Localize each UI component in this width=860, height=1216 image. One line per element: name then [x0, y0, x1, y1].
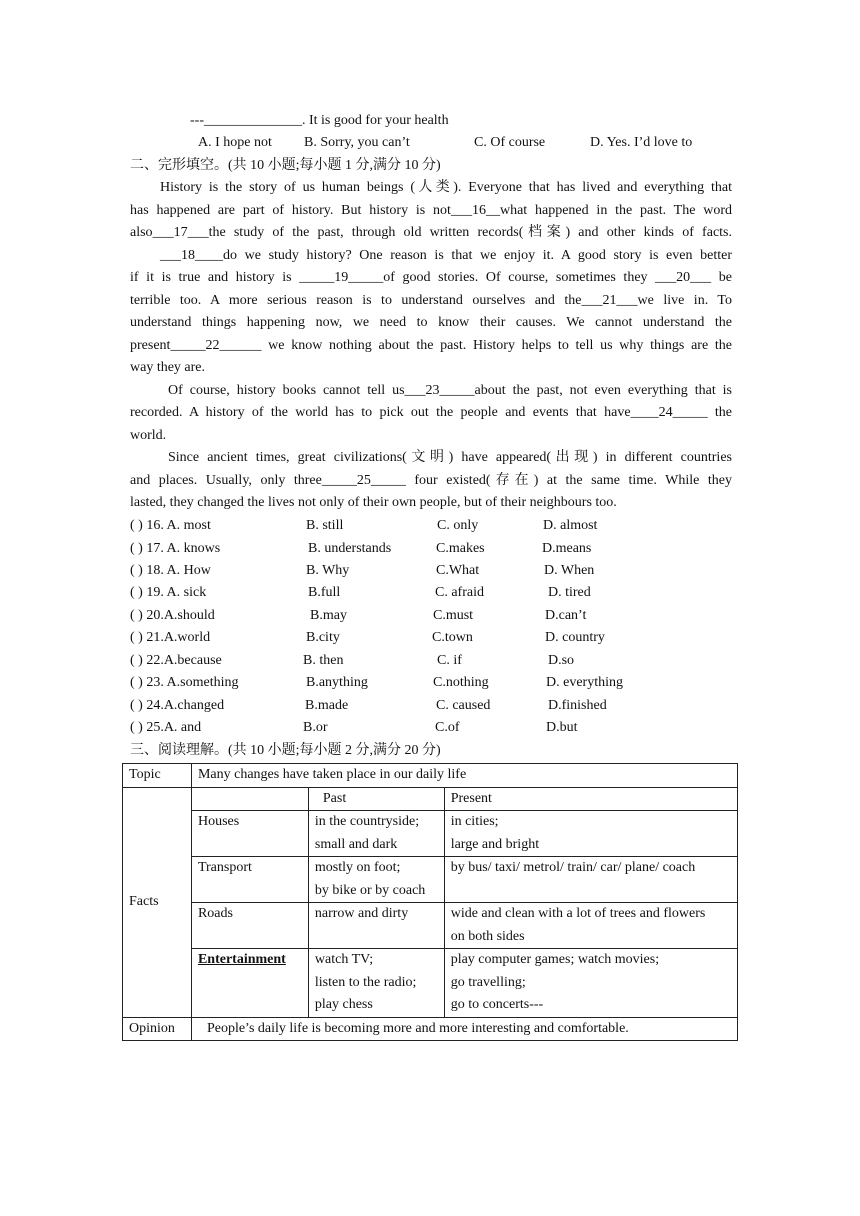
- passage-line: present_____22______ we know nothing about the past. History helps to tell us why things are the: [130, 338, 732, 353]
- topic-row: [123, 764, 738, 788]
- topic-label: Topic: [123, 764, 192, 788]
- passage-line: terrible too. A more serious reason is to understand ourselves and the___21___we live in. To: [130, 293, 732, 308]
- question-23: ( ) 23. A.something B.anything C.nothing D. everything: [130, 675, 623, 690]
- row-label-houses: Houses: [191, 811, 308, 857]
- blank-21: ___21___: [581, 293, 638, 308]
- blank-23: ___23_____: [404, 383, 475, 398]
- passage-line: also___17___the study of the past, through old written records(档案) and other kinds of facts.: [130, 225, 732, 240]
- blank-25: _____25_____: [321, 473, 406, 488]
- table-row: [123, 949, 738, 1018]
- col-past-header: Past: [308, 787, 444, 811]
- dialogue-option-c: C. Of course: [474, 135, 546, 150]
- opinion-row: [123, 1017, 738, 1041]
- passage-line: recorded. A history of the world has to pick out the people and events that have____24_____ the: [130, 405, 733, 420]
- houses-present: in cities; large and bright: [444, 811, 737, 857]
- header-row: [123, 787, 738, 811]
- table-row: [123, 857, 738, 903]
- dialogue-reply: ---______________. It is good for your health: [190, 113, 449, 128]
- blank-20: ___20___: [655, 270, 712, 285]
- roads-present: wide and clean with a lot of trees and flowers on both sides: [444, 903, 737, 949]
- passage-line: understand things happening now, we need to know their causes. We cannot understand the: [130, 315, 732, 330]
- passage-line: way they are.: [130, 360, 206, 375]
- question-18: ( ) 18. A. How B. Why C.What D. When: [130, 563, 595, 578]
- col-present-header: Present: [444, 787, 737, 811]
- topic-text: Many changes have taken place in our daily life: [191, 764, 737, 788]
- passage-line: world.: [130, 428, 167, 443]
- question-21: ( ) 21.A.world B.city C.town D. country: [130, 630, 605, 645]
- question-19: ( ) 19. A. sick B.full C. afraid D. tired: [130, 585, 591, 600]
- blank-19: _____19_____: [299, 270, 384, 285]
- roads-past: narrow and dirty: [308, 903, 444, 949]
- passage-line: has happened are part of history. But history is not___16__what happened in the past. The word: [130, 203, 733, 218]
- transport-past: mostly on foot; by bike or by coach: [308, 857, 444, 903]
- dialogue-option-d: D. Yes. I’d love to: [590, 135, 693, 150]
- table-row: [123, 903, 738, 949]
- dialogue-option-b: B. Sorry, you can’t: [304, 135, 410, 150]
- table-row: [123, 811, 738, 857]
- row-label-entertainment: Entertainment: [191, 949, 308, 1018]
- passage-line: Since ancient times, great civilizations(文明) have appeared(出现) in different countries: [168, 450, 732, 465]
- passage-line: and places. Usually, only three_____25_____ four existed(存在) at the same time. While they: [130, 473, 732, 488]
- entertainment-past: watch TV; listen to the radio; play chess: [308, 949, 444, 1018]
- section2-heading: 二、完形填空。(共 10 小题;每小题 1 分,满分 10 分): [130, 158, 441, 173]
- passage-line: ___18____do we study history? One reason is that we enjoy it. A good story is even better: [160, 248, 732, 263]
- question-20: ( ) 20.A.should B.may C.must D.can’t: [130, 608, 587, 623]
- question-22: ( ) 22.A.because B. then C. if D.so: [130, 653, 575, 668]
- blank-22: _____22______: [170, 338, 262, 353]
- blank-18: ___18____: [160, 248, 223, 263]
- question-25: ( ) 25.A. and B.or C.of D.but: [130, 720, 578, 735]
- facts-label: Facts: [123, 787, 192, 1017]
- blank-17: ___17___: [152, 225, 209, 240]
- blank-16: ___16__: [450, 203, 500, 218]
- row-label-roads: Roads: [191, 903, 308, 949]
- entertainment-present: play computer games; watch movies; go travelling; go to concerts---: [444, 949, 737, 1018]
- passage-line: if it is true and history is _____19_____of good stories. Of course, sometimes they ___20___ be: [130, 270, 732, 285]
- transport-present: by bus/ taxi/ metrol/ train/ car/ plane/ coach: [444, 857, 737, 903]
- question-17: ( ) 17. A. knows B. understands C.makes D.means: [130, 541, 592, 556]
- passage-line: Of course, history books cannot tell us___23_____about the past, not even everything that is: [168, 383, 732, 398]
- passage-line: History is the story of us human beings (人类). Everyone that has lived and everything that: [160, 180, 732, 195]
- opinion-text: People’s daily life is becoming more and more interesting and comfortable.: [191, 1017, 737, 1041]
- question-16: ( ) 16. A. most B. still C. only D. almost: [130, 518, 598, 533]
- row-label-transport: Transport: [191, 857, 308, 903]
- blank-24: ____24_____: [630, 405, 708, 420]
- houses-past: in the countryside; small and dark: [308, 811, 444, 857]
- section3-heading: 三、阅读理解。(共 10 小题;每小题 2 分,满分 20 分): [130, 743, 441, 758]
- dialogue-option-a: A. I hope not: [198, 135, 272, 150]
- question-24: ( ) 24.A.changed B.made C. caused D.finished: [130, 698, 607, 713]
- passage-line: lasted, they changed the lives not only of their own people, but of their neighbours too.: [130, 495, 617, 510]
- opinion-label: Opinion: [123, 1017, 192, 1041]
- empty-header-cell: [191, 787, 308, 811]
- reading-table: [122, 763, 738, 1041]
